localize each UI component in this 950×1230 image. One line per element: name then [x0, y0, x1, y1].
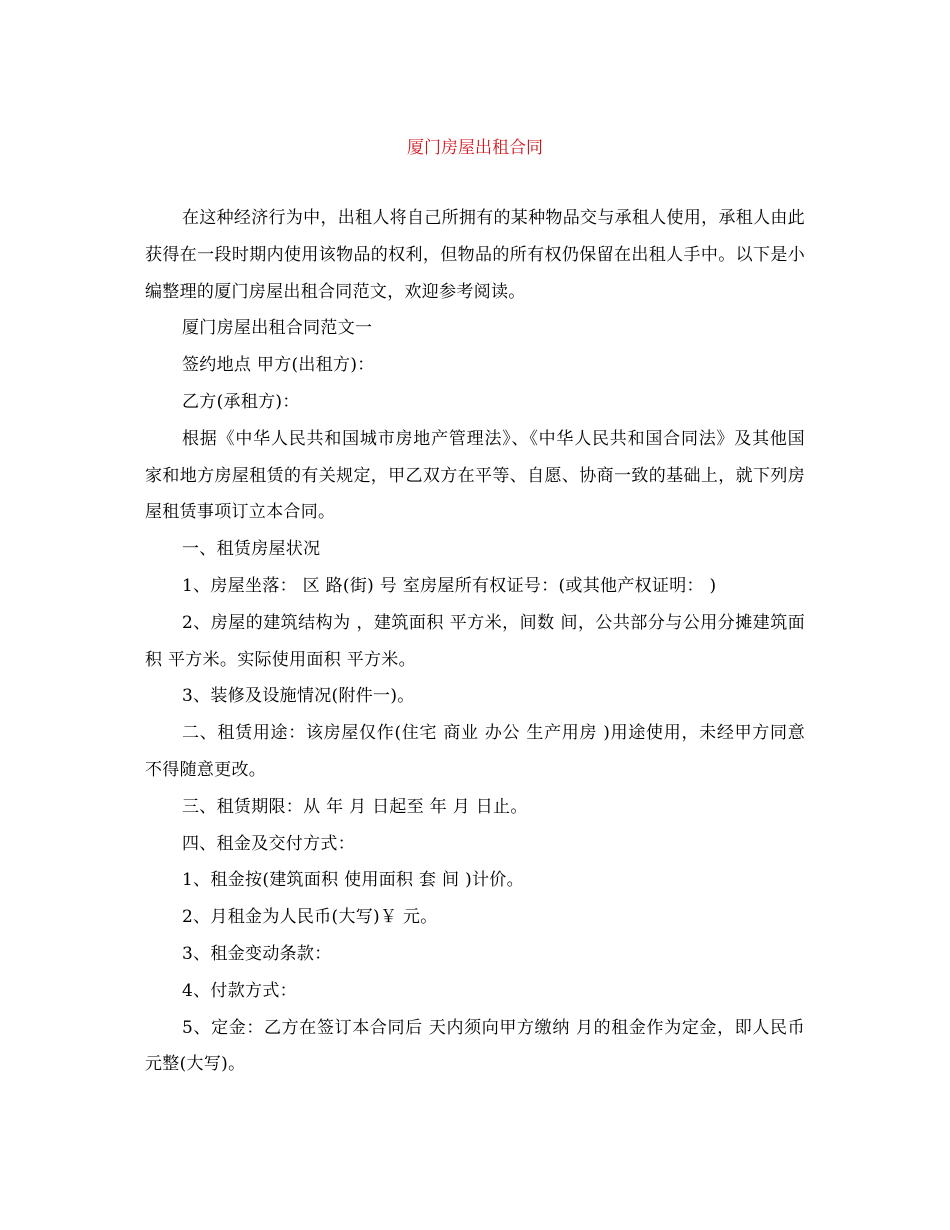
- clause-4-1: 1、租金按(建筑面积 使用面积 套 间 )计价。: [182, 870, 524, 891]
- sample-heading: 厦门房屋出租合同范文一: [182, 318, 373, 339]
- clause-1-1: 1、房屋坐落： 区 路(街) 号 室房屋所有权证号：(或其他产权证明： ): [182, 575, 717, 596]
- clause-4-2: 2、月租金为人民币(大写)￥ 元。: [182, 907, 438, 928]
- signing-place-line: 签约地点 甲方(出租方)：: [182, 355, 375, 376]
- section-heading-1: 一、租赁房屋状况: [182, 539, 321, 560]
- intro-paragraph: 在这种经济行为中，出租人将自己所拥有的某种物品交与承租人使用，承租人由此获得在一段时期内使用该物品的权利，但物品的所有权仍保留在出租人手中。以下是小编整理的厦门房屋出租合同范文，欢迎参考阅读。: [145, 208, 805, 302]
- section-heading-3: 三、租赁期限：从 年 月 日起至 年 月 日止。: [182, 796, 528, 817]
- clause-1-2: 2、房屋的建筑结构为 ，建筑面积 平方米，间数 间，公共部分与公用分摊建筑面积 平方米。实际使用面积 平方米。: [145, 612, 805, 670]
- clause-4-3: 3、租金变动条款：: [182, 943, 332, 964]
- party-b-line: 乙方(承租方)：: [182, 391, 300, 412]
- section-heading-2: 二、租赁用途：该房屋仅作(住宅 商业 办公 生产用房 )用途使用，未经甲方同意不得随意更改。: [145, 723, 805, 780]
- document-body: [145, 200, 805, 1083]
- clause-1-3: 3、装修及设施情况(附件一)。: [182, 686, 415, 707]
- section-heading-4: 四、租金及交付方式：: [182, 833, 355, 854]
- document-title: 厦门房屋出租合同: [407, 138, 543, 158]
- legal-basis-paragraph: 根据《中华人民共和国城市房地产管理法》、《中华人民共和国合同法》及其他国家和地方房屋租赁的有关规定，甲乙双方在平等、自愿、协商一致的基础上，就下列房屋租赁事项订立本合同。: [145, 428, 805, 523]
- clause-4-5: 5、定金：乙方在签订本合同后 天内须向甲方缴纳 月的租金作为定金，即人民币 元整(大写)。: [145, 1017, 805, 1075]
- clause-4-4: 4、付款方式：: [182, 980, 297, 1001]
